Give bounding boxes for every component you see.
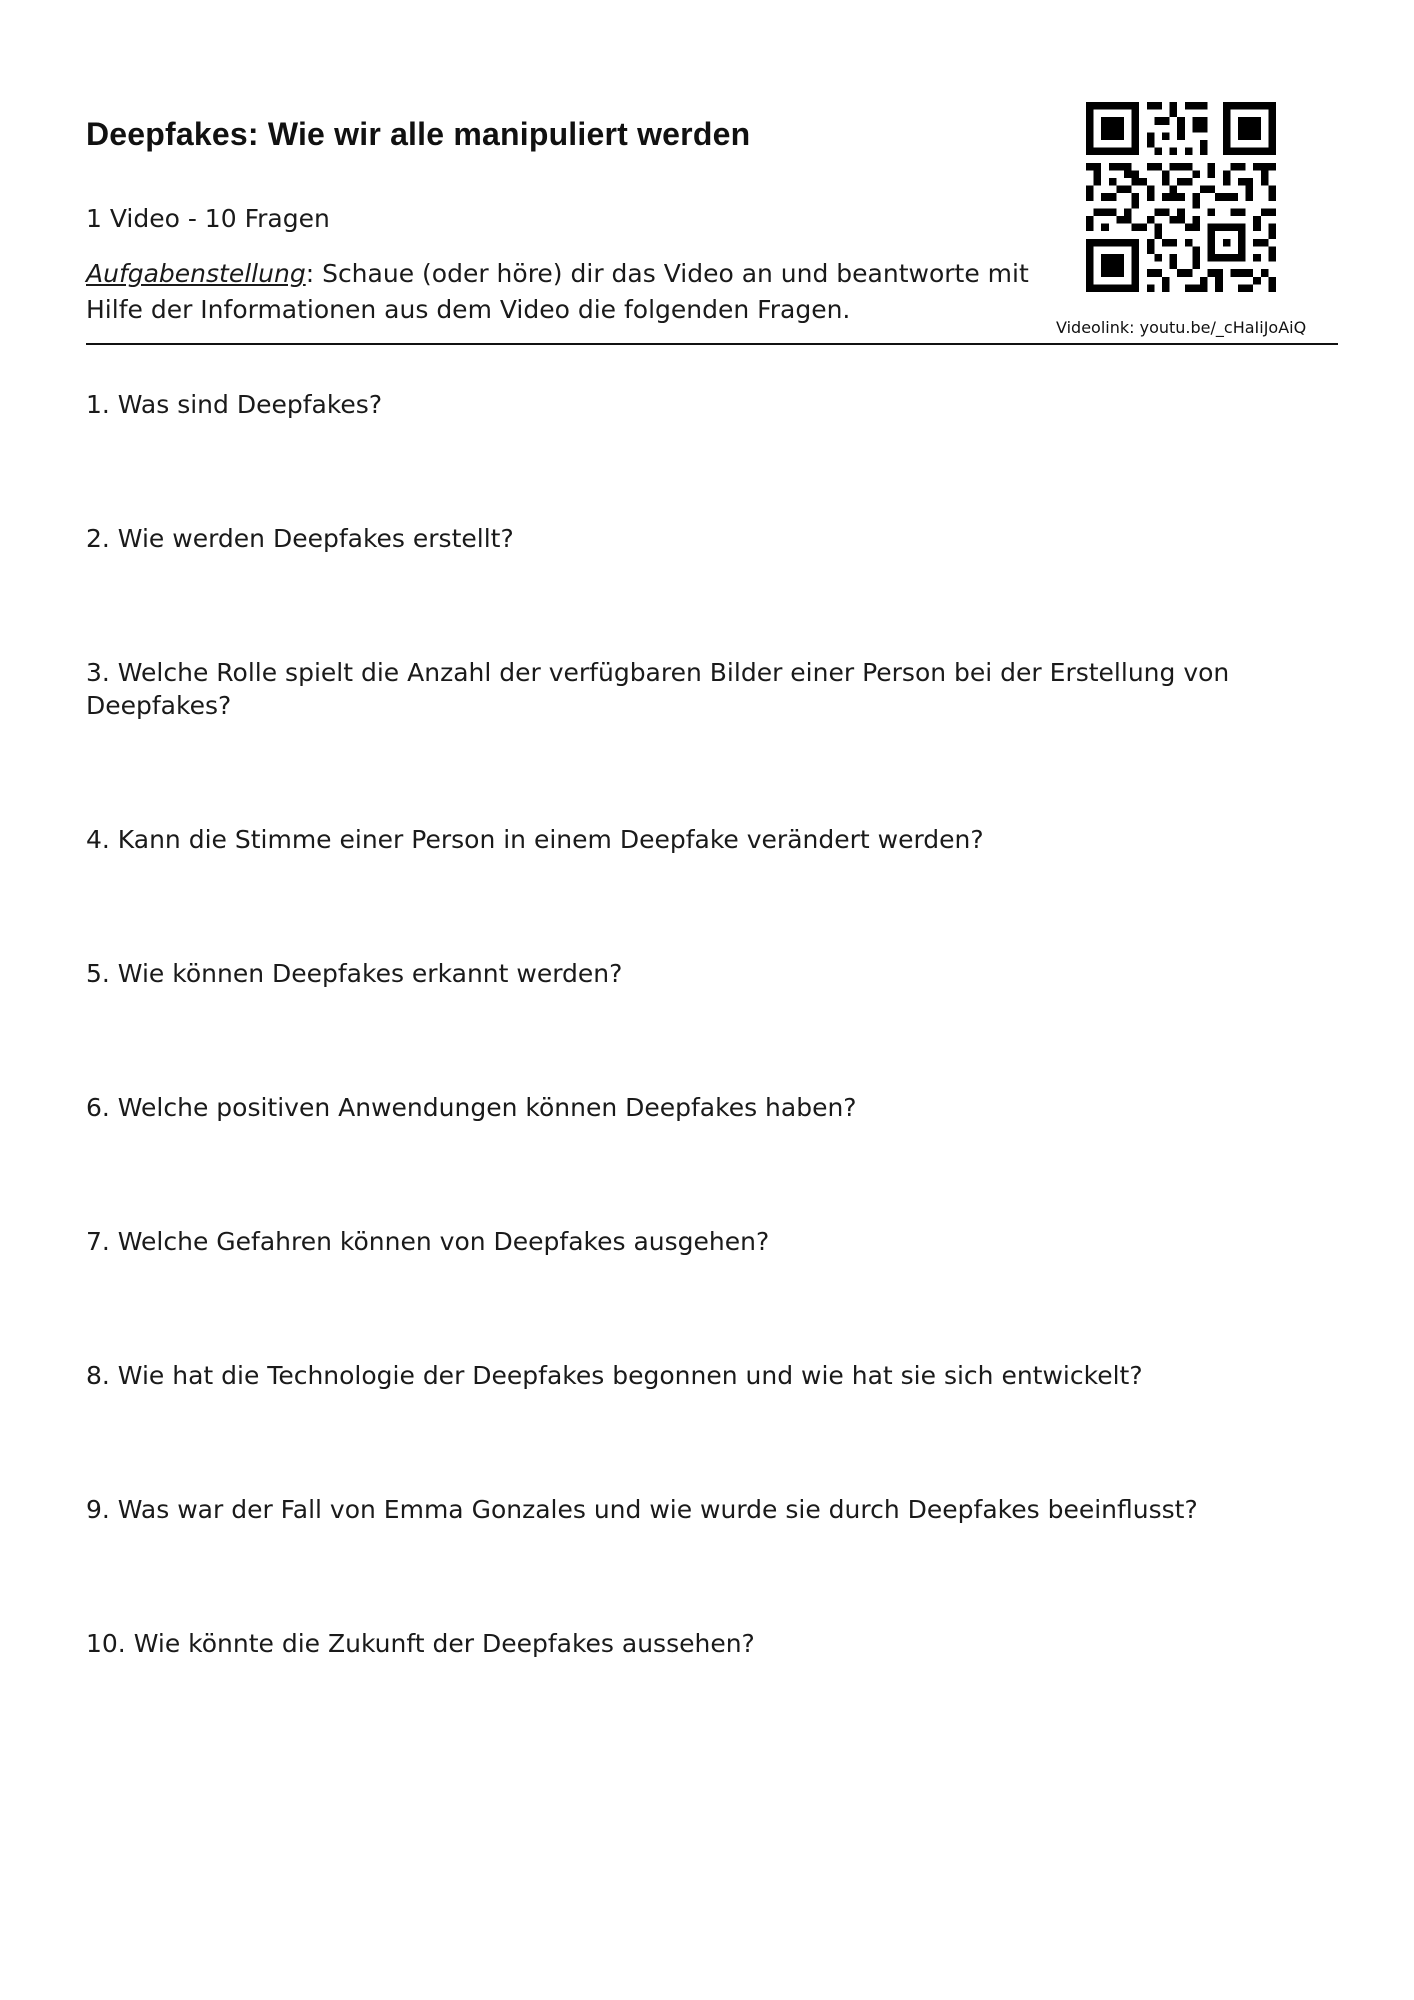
- question-item: 10. Wie könnte die Zukunft der Deepfakes aussehen?: [86, 1629, 755, 1658]
- question-item: 1. Was sind Deepfakes?: [86, 390, 383, 419]
- question-item: 4. Kann die Stimme einer Person in einem Deepfake verändert werden?: [86, 825, 984, 854]
- worksheet-subtitle: 1 Video - 10 Fragen: [86, 204, 330, 233]
- question-item: 6. Welche positiven Anwendungen können Deepfakes haben?: [86, 1093, 857, 1122]
- question-item: 8. Wie hat die Technologie der Deepfakes begonnen und wie hat sie sich entwickelt?: [86, 1361, 1143, 1390]
- qr-code-icon[interactable]: [1086, 102, 1276, 292]
- question-item: 3. Welche Rolle spielt die Anzahl der verfügbaren Bilder einer Person bei der Erstellung von Deepfakes?: [86, 658, 1230, 720]
- question-item: 5. Wie können Deepfakes erkannt werden?: [86, 959, 623, 988]
- question-item: 2. Wie werden Deepfakes erstellt?: [86, 524, 514, 553]
- instruction-label: Aufgabenstellung: [86, 259, 306, 288]
- task-instruction: [86, 256, 1046, 328]
- video-link[interactable]: Videolink: youtu.be/_cHaIiJoAiQ: [1056, 318, 1307, 337]
- question-item: 9. Was war der Fall von Emma Gonzales und wie wurde sie durch Deepfakes beeinflusst?: [86, 1495, 1198, 1524]
- header-divider: [86, 343, 1338, 345]
- question-item: 7. Welche Gefahren können von Deepfakes ausgehen?: [86, 1227, 770, 1256]
- instruction-text: : Schaue (oder höre) dir das Video an und beantworte mit Hilfe der Informationen aus dem Video die folgenden Fragen.: [86, 259, 1029, 324]
- page-title: Deepfakes: Wie wir alle manipuliert werden: [86, 116, 751, 152]
